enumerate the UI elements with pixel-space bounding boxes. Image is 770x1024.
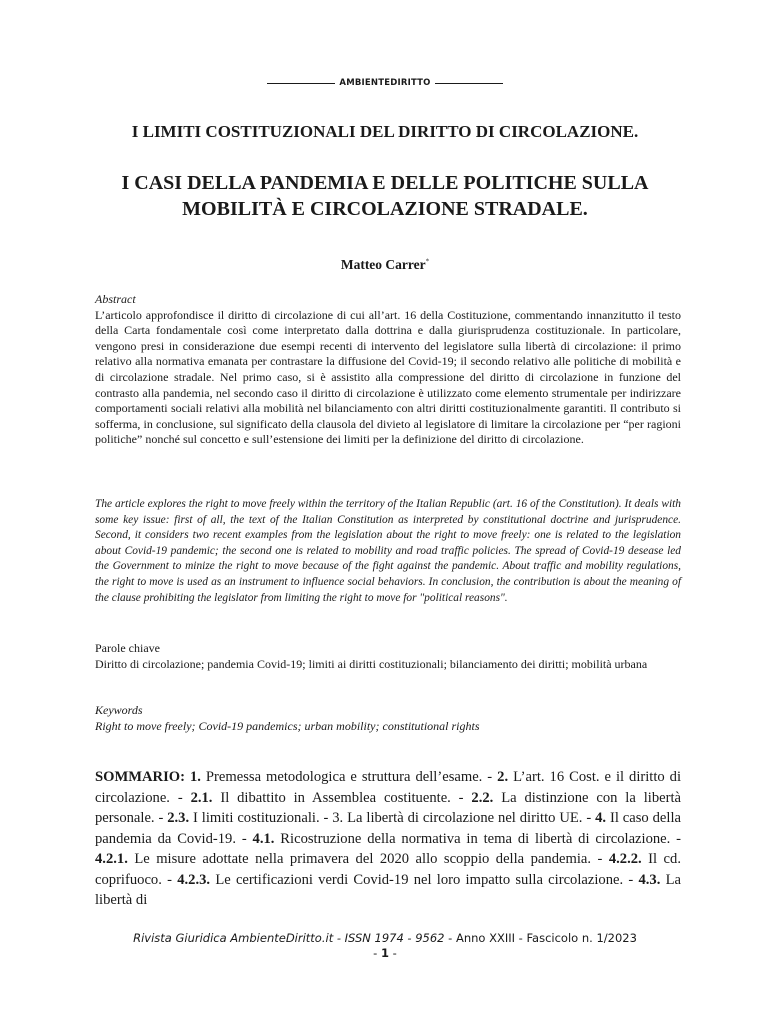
toc-item-number: 4.1.: [252, 830, 275, 847]
toc-item-text: Il caso della pandemia da Covid-19. -: [95, 810, 681, 847]
table-of-contents: [95, 767, 681, 911]
keywords-italian-label: Parole chiave: [95, 641, 160, 655]
toc-item-number: 1.: [189, 769, 201, 785]
keywords-english-text: Right to move freely; Covid-19 pandemics; urban mobility; constitutional rights: [95, 718, 480, 733]
footer-journal-name: Rivista Giuridica AmbienteDiritto.it - ISSN 1974 - 9562: [133, 931, 445, 945]
toc-item-text: Il dibattito in Assemblea costituente. -: [220, 789, 464, 806]
author-footnote-marker: *: [425, 257, 430, 266]
abstract-english: The article explores the right to move freely within the territory of the Italian Republic (art. 16 of the Constitution). It deals with some key issue: first of all, the text of the Italian Constitution as interpreted by constitutional doctrine and jurisprudence. Second, it considers two recent examples from the legislation about the right to move freely: one is related to the legislation about Covid-19 pandemic; the second one is related to mobility and road traffic policies. The spread of Covid-19 desease led the Government to minize the right to move because of the fight against the pandemic. About traffic and mobility regulations, the right to move is used as an instrument to influence social behaviors. In conclusion, the contribution is about the meaning of the clause prohibiting the legislator from limiting the right to move for "political reasons".: [95, 498, 681, 604]
toc-item-number: 4.3.: [638, 871, 661, 888]
sommario-label: SOMMARIO:: [95, 769, 185, 785]
toc-item-number: 4.: [595, 810, 607, 826]
toc-item-number: 4.2.2.: [608, 851, 642, 867]
toc-item-text: L’art. 16 Cost. e il diritto di circolazione. -: [95, 769, 682, 806]
author-name: [0, 257, 770, 273]
footer-issue: - Anno XXIII - Fascicolo n. 1/2023: [448, 931, 637, 945]
toc-item-text: I limiti costituzionali. - 3. La libertà di circolazione nel diritto UE. -: [193, 810, 592, 826]
footer-journal-line: [0, 931, 770, 946]
page-number: [0, 946, 770, 961]
abstract-label: Abstract: [95, 292, 136, 306]
journal-header: [0, 78, 770, 88]
abstract-italian-text: L’articolo approfondisce il diritto di circolazione di cui all’art. 16 della Costituzione, commentando innanzitutto il testo della Carta fondamentale così come interpretato dalla dottrina e dalla giurisprudenza costituzionale. In particolare, vengono presi in considerazione due esempi recenti di intervento del legislatore sulla libertà di circolazione: il primo relativo alla normativa emanata per contrastare la diffusione del Covid-19; il secondo relativo alle politiche di mobilità e di circolazione stradale. Nel primo caso, si è assistito alla compressione del diritto di circolazione in funzione del contrasto alla pandemia, nel secondo caso il diritto di circolazione è utilizzato come elemento strumentale per indirizzare comportamenti sociali relativi alla mobilità nel bilanciamento con altri diritti costituzionalmente garantiti. Il contributo si sofferma, in conclusione, sul significato della clausola del divieto al legislatore di limitare la circolazione per “per ragioni politiche” nonché sul concetto e sull’estensione dei limiti per la definizione del diritto di circolazione.: [95, 307, 681, 447]
toc-item-number: 4.2.1.: [95, 851, 128, 867]
header-rule-right: [435, 83, 503, 84]
page-number-suffix: -: [392, 946, 397, 960]
abstract-italian: [95, 292, 681, 448]
page-footer: [0, 931, 770, 961]
toc-item-text: Premessa metodologica e struttura dell’esame. -: [205, 769, 493, 785]
keywords-english-label: Keywords: [95, 703, 143, 717]
toc-item-text: Il cd. coprifuoco. -: [95, 851, 681, 888]
keywords-italian: [95, 641, 681, 672]
toc-item-number: 2.: [497, 769, 509, 785]
toc-item-text: Ricostruzione della normativa in tema di libertà di circolazione. -: [280, 830, 682, 847]
page-number-prefix: -: [373, 946, 378, 960]
toc-item-number: 4.2.3.: [177, 871, 211, 888]
toc-item-number: 2.2.: [471, 789, 494, 806]
page-number-value: 1: [380, 946, 389, 960]
toc-item-text: Le certificazioni verdi Covid-19 nel loro impatto sulla circolazione. -: [215, 871, 634, 888]
toc-item-number: 2.3.: [167, 810, 190, 826]
toc-item-number: 2.1.: [190, 789, 213, 806]
header-rule-left: [267, 83, 335, 84]
journal-tag: AMBIENTEDIRITTO: [339, 78, 431, 88]
keywords-english: [95, 703, 681, 734]
toc-item-text: La distinzione con la libertà personale. -: [95, 789, 681, 826]
author-name-text: Matteo Carrer: [340, 257, 426, 272]
toc-item-text: La libertà di: [95, 871, 682, 908]
article-title-line1: I LIMITI COSTITUZIONALI DEL DIRITTO DI CIRCOLAZIONE.: [131, 122, 639, 141]
article-title-line2: I CASI DELLA PANDEMIA E DELLE POLITICHE SULLA MOBILITÀ E CIRCOLAZIONE STRADALE.: [121, 172, 649, 220]
keywords-italian-text: Diritto di circolazione; pandemia Covid-19; limiti ai diritti costituzionali; bilanciamento dei diritti; mobilità urbana: [95, 656, 648, 671]
toc-item-text: Le misure adottate nella primavera del 2020 allo scoppio della pandemia. -: [134, 851, 603, 867]
